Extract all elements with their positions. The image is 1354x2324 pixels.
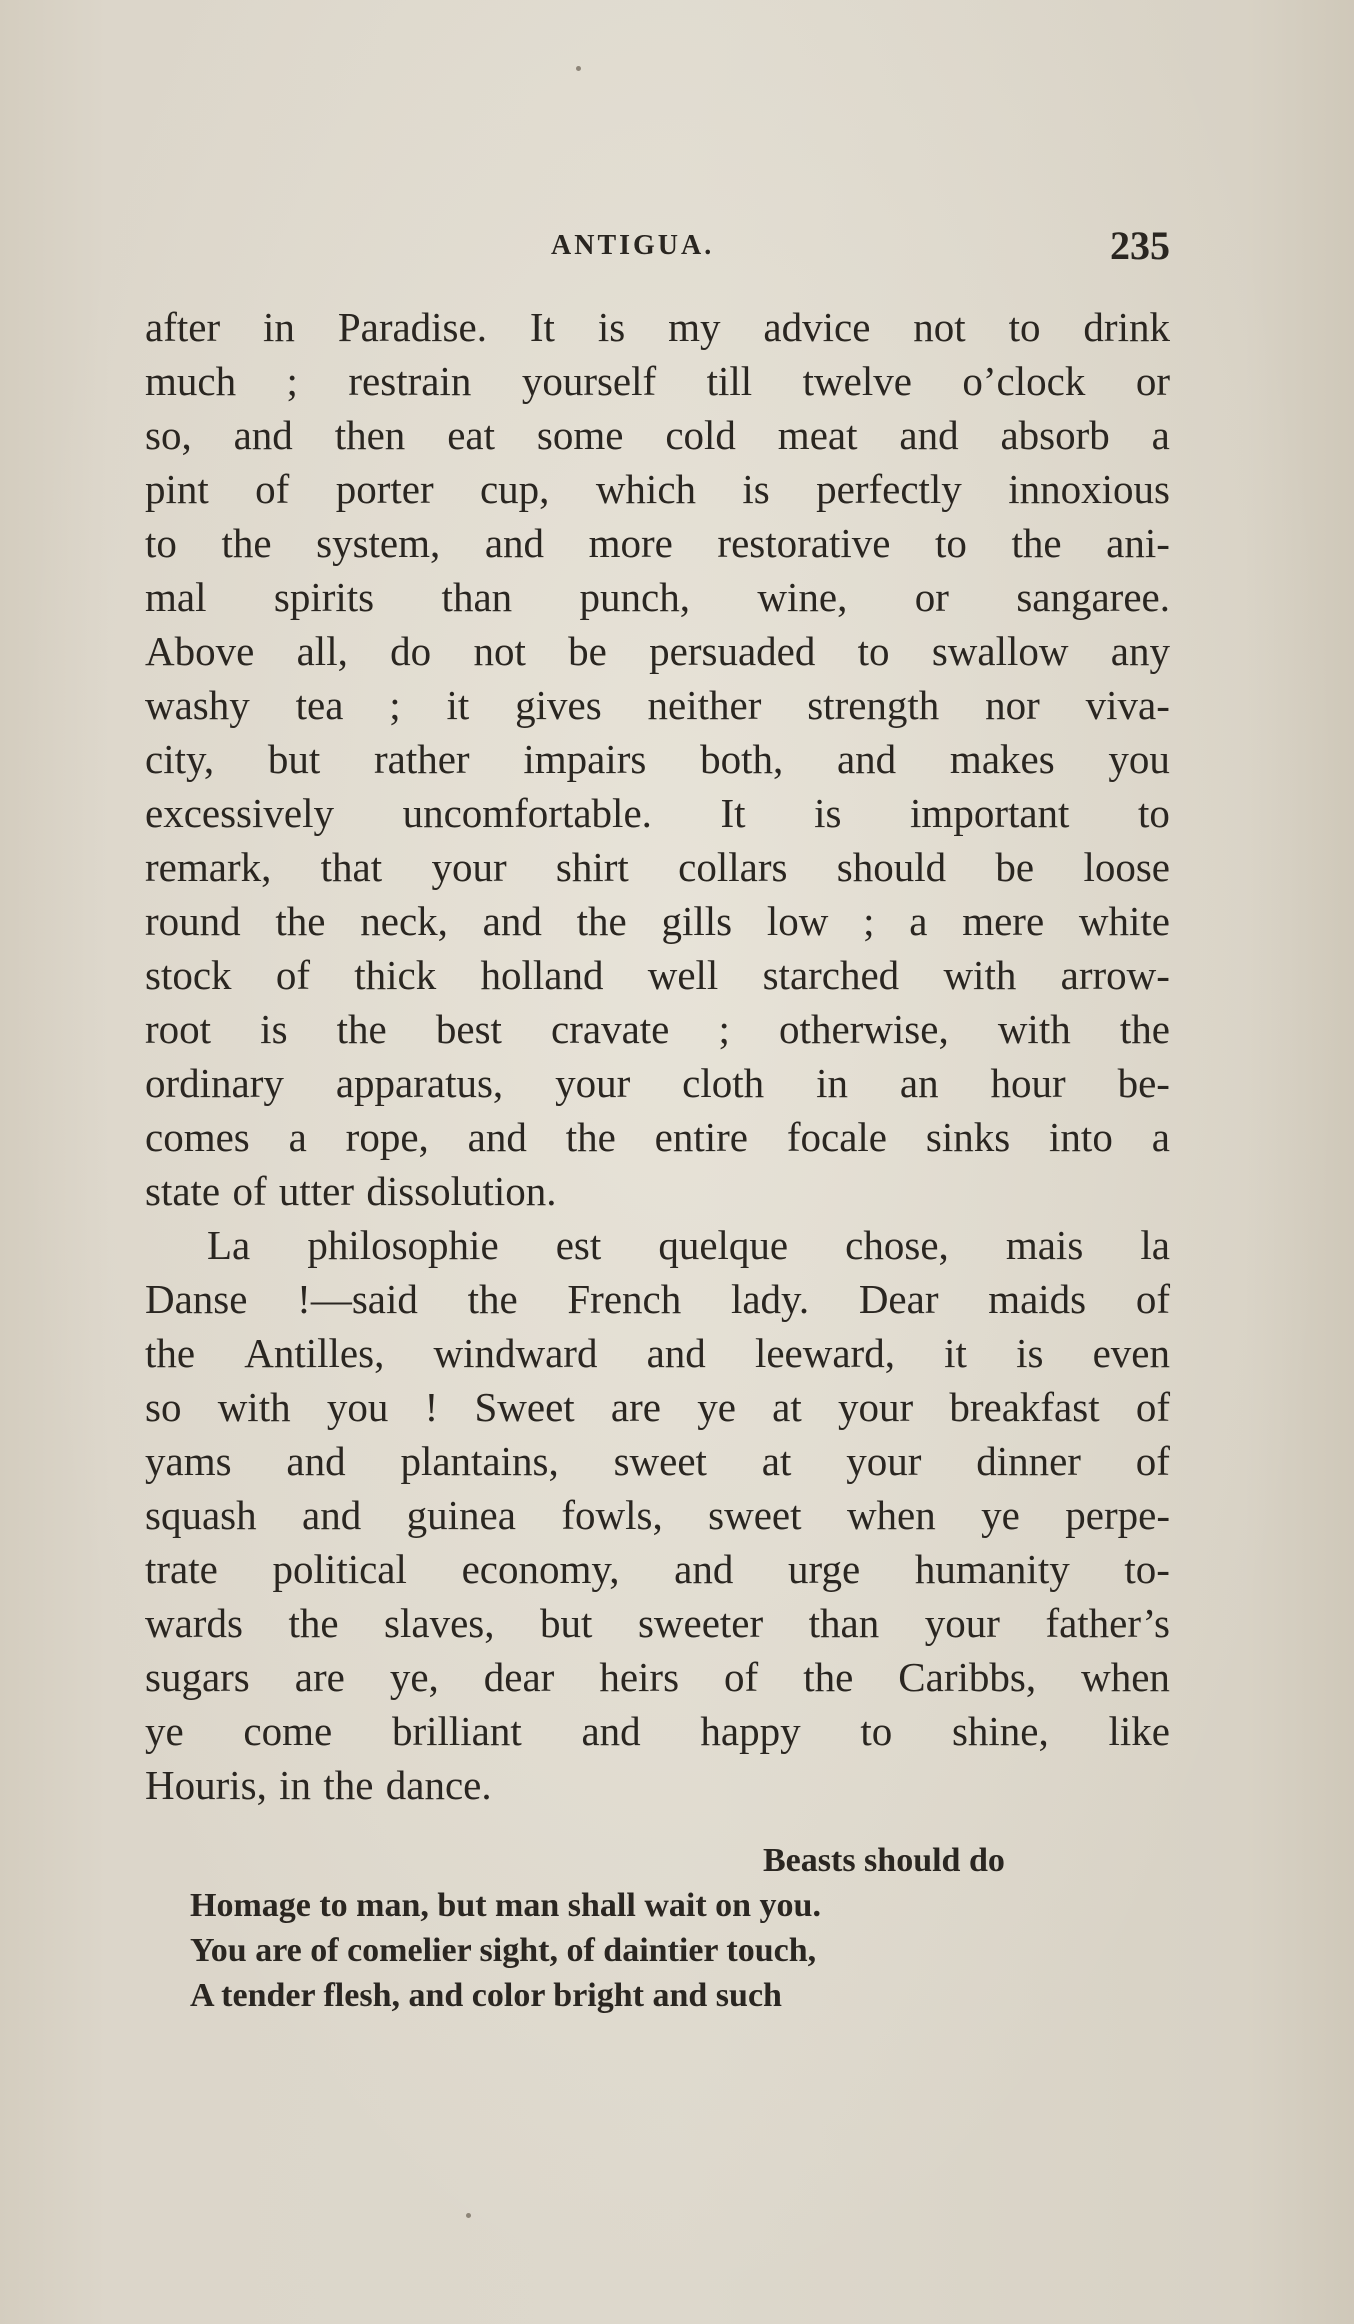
word: twelve xyxy=(802,358,912,404)
word: and xyxy=(646,1330,706,1376)
text-line xyxy=(145,1164,1170,1218)
word: so xyxy=(145,1384,182,1430)
word: heirs xyxy=(599,1654,680,1700)
word: the xyxy=(323,1762,374,1808)
word: to xyxy=(1008,304,1041,350)
verse-line: Homage to man, but man shall wait on you. xyxy=(190,1887,821,1924)
word: much xyxy=(145,358,237,404)
word: system, xyxy=(316,520,441,566)
word: strength xyxy=(807,682,940,728)
word: ; xyxy=(389,682,401,728)
word: restrain xyxy=(348,358,472,404)
word: your xyxy=(431,844,507,890)
word: not xyxy=(473,628,526,674)
word: city, xyxy=(145,736,215,782)
text-line xyxy=(145,1218,1170,1272)
word: ani- xyxy=(1106,520,1170,566)
word: when xyxy=(846,1492,936,1538)
word: loose xyxy=(1083,844,1170,890)
paragraph-1 xyxy=(145,300,1170,1218)
word: and xyxy=(581,1708,641,1754)
word: to xyxy=(935,520,967,566)
word: neck, xyxy=(360,898,448,944)
word: ye xyxy=(145,1708,184,1754)
word: wards xyxy=(145,1600,243,1646)
text-line xyxy=(145,1704,1170,1758)
word: comes xyxy=(145,1114,250,1160)
text-line xyxy=(145,1380,1170,1434)
word: it xyxy=(446,682,470,728)
word: the xyxy=(576,898,627,944)
word: then xyxy=(334,412,406,458)
word: be xyxy=(995,844,1035,890)
word: and xyxy=(482,898,542,944)
word: Houris, xyxy=(145,1762,267,1808)
word: squash xyxy=(145,1492,257,1538)
word: leeward, xyxy=(754,1330,895,1376)
text-line xyxy=(145,1434,1170,1488)
word: shine, xyxy=(951,1708,1049,1754)
word: you xyxy=(326,1384,389,1430)
word: guinea xyxy=(406,1492,516,1538)
word: to xyxy=(145,520,177,566)
word: do xyxy=(390,628,432,674)
word: which xyxy=(595,466,697,512)
verse-line: You are of comelier sight, of daintier touch, xyxy=(190,1932,817,1969)
word: ; xyxy=(286,358,298,404)
word: wine, xyxy=(757,574,848,620)
word: any xyxy=(1110,628,1170,674)
word: the xyxy=(803,1654,854,1700)
word: are xyxy=(294,1654,345,1700)
word: tea xyxy=(295,682,344,728)
word: a xyxy=(1151,412,1170,458)
word: meat xyxy=(777,412,858,458)
word: your xyxy=(924,1600,1000,1646)
paper-speck xyxy=(466,2213,471,2218)
word: impairs xyxy=(523,736,647,782)
word: be- xyxy=(1117,1060,1170,1106)
word: or xyxy=(914,574,949,620)
word: of xyxy=(275,952,310,998)
word: cravate xyxy=(551,1006,670,1052)
text-line xyxy=(145,894,1170,948)
word: so, xyxy=(145,412,192,458)
word: and xyxy=(899,412,959,458)
word: It xyxy=(529,304,555,350)
word: sinks xyxy=(925,1114,1011,1160)
word: and xyxy=(467,1114,527,1160)
word: sweeter xyxy=(637,1600,764,1646)
word: pint xyxy=(145,466,209,512)
word: be xyxy=(568,628,607,674)
page-header xyxy=(145,222,1170,272)
word: is xyxy=(597,304,626,350)
word: breakfast xyxy=(949,1384,1100,1430)
word: stock xyxy=(145,952,232,998)
word: round xyxy=(145,898,241,944)
word: nor xyxy=(985,682,1040,728)
word: root xyxy=(145,1006,212,1052)
word: rather xyxy=(373,736,470,782)
word: the xyxy=(565,1114,616,1160)
word: collars xyxy=(678,844,788,890)
word: important xyxy=(910,790,1070,836)
word: some xyxy=(536,412,624,458)
word: holland xyxy=(480,952,604,998)
word: ye xyxy=(697,1384,736,1430)
text-line xyxy=(145,1272,1170,1326)
paragraph-2 xyxy=(145,1218,1170,1812)
word: dear xyxy=(483,1654,555,1700)
text-line xyxy=(145,1596,1170,1650)
word: windward xyxy=(433,1330,598,1376)
word: to xyxy=(860,1708,893,1754)
word: into xyxy=(1049,1114,1113,1160)
word: sweet xyxy=(613,1438,707,1484)
word: excessively xyxy=(145,790,334,836)
word: are xyxy=(610,1384,661,1430)
text-line xyxy=(145,948,1170,1002)
word: perpe- xyxy=(1065,1492,1170,1538)
word: after xyxy=(145,304,221,350)
word: an xyxy=(899,1060,939,1106)
body-text xyxy=(145,300,1170,1812)
word: yourself xyxy=(521,358,657,404)
text-line xyxy=(145,1542,1170,1596)
word: It xyxy=(720,790,746,836)
text-line xyxy=(145,624,1170,678)
word: entire xyxy=(654,1114,748,1160)
word: is xyxy=(260,1006,288,1052)
word: in xyxy=(263,304,295,350)
word: your xyxy=(555,1060,631,1106)
text-line xyxy=(145,1326,1170,1380)
word: dance. xyxy=(385,1762,492,1808)
word: La xyxy=(207,1222,251,1268)
word: mal xyxy=(145,574,207,620)
page-number: 235 xyxy=(1110,223,1170,268)
word: economy, xyxy=(461,1546,620,1592)
word: at xyxy=(761,1438,792,1484)
word: focale xyxy=(786,1114,887,1160)
word: advice xyxy=(763,304,871,350)
word: otherwise, xyxy=(779,1006,949,1052)
word: gills xyxy=(661,898,733,944)
word: gives xyxy=(515,682,602,728)
word: plantains, xyxy=(400,1438,559,1484)
word: mais xyxy=(1005,1222,1084,1268)
word: la xyxy=(1140,1222,1170,1268)
word: viva- xyxy=(1085,682,1170,728)
text-line xyxy=(145,678,1170,732)
word: dissolution. xyxy=(366,1168,557,1214)
word: with xyxy=(943,952,1017,998)
word: shirt xyxy=(555,844,629,890)
word: quelque xyxy=(658,1222,789,1268)
word: or xyxy=(1135,358,1170,404)
word: Caribbs, xyxy=(898,1654,1037,1700)
word: and xyxy=(674,1546,734,1592)
word: the xyxy=(275,898,326,944)
word: even xyxy=(1092,1330,1170,1376)
word: and xyxy=(302,1492,362,1538)
text-line xyxy=(145,1758,1170,1812)
word: ye, xyxy=(389,1654,439,1700)
word: but xyxy=(267,736,321,782)
word: apparatus, xyxy=(335,1060,504,1106)
word: that xyxy=(320,844,383,890)
text-line xyxy=(145,1110,1170,1164)
word: Dear xyxy=(858,1276,939,1322)
word: low xyxy=(766,898,829,944)
verse-quotation xyxy=(190,1838,1090,2018)
word: sangaree. xyxy=(1016,574,1170,620)
paper-speck xyxy=(576,66,581,71)
word: spirits xyxy=(273,574,375,620)
word: chose, xyxy=(845,1222,949,1268)
word: and xyxy=(286,1438,346,1484)
word: is xyxy=(742,466,770,512)
word: both, xyxy=(700,736,784,782)
text-line xyxy=(145,354,1170,408)
word: drink xyxy=(1083,304,1170,350)
word: of xyxy=(232,1168,267,1214)
word: the xyxy=(1119,1006,1170,1052)
word: and xyxy=(836,736,897,782)
text-line xyxy=(145,786,1170,840)
word: father’s xyxy=(1045,1600,1170,1646)
word: not xyxy=(913,304,966,350)
word: Danse xyxy=(145,1276,248,1322)
word: than xyxy=(441,574,513,620)
word: than xyxy=(808,1600,880,1646)
word: of xyxy=(724,1654,759,1700)
running-head: ANTIGUA. xyxy=(551,230,715,261)
word: should xyxy=(836,844,947,890)
word: is xyxy=(1016,1330,1044,1376)
word: till xyxy=(706,358,753,404)
word: lady. xyxy=(730,1276,810,1322)
word: ordinary xyxy=(145,1060,284,1106)
word: state xyxy=(145,1168,221,1214)
word: restorative xyxy=(717,520,891,566)
word: porter xyxy=(335,466,434,512)
word: swallow xyxy=(931,628,1069,674)
word: of xyxy=(1135,1276,1170,1322)
word: philosophie xyxy=(307,1222,499,1268)
word: your xyxy=(846,1438,922,1484)
word: all, xyxy=(296,628,348,674)
word: French xyxy=(567,1276,682,1322)
word: your xyxy=(837,1384,914,1430)
word: humanity xyxy=(914,1546,1070,1592)
word: of xyxy=(1135,1384,1170,1430)
word: sugars xyxy=(145,1654,250,1700)
word: o’clock xyxy=(962,358,1086,404)
word: the xyxy=(288,1600,339,1646)
word: the xyxy=(467,1276,518,1322)
word: a xyxy=(909,898,928,944)
word: with xyxy=(997,1006,1071,1052)
word: at xyxy=(772,1384,802,1430)
word: the xyxy=(145,1330,196,1376)
word: ye xyxy=(981,1492,1020,1538)
text-line xyxy=(145,840,1170,894)
word: more xyxy=(588,520,673,566)
text-line xyxy=(145,732,1170,786)
text-line xyxy=(145,1488,1170,1542)
word: best xyxy=(435,1006,502,1052)
word: you xyxy=(1108,736,1170,782)
text-line xyxy=(145,408,1170,462)
word: urge xyxy=(788,1546,861,1592)
word: but xyxy=(540,1600,593,1646)
word: innoxious xyxy=(1008,466,1170,512)
word: cup, xyxy=(479,466,550,512)
word: Paradise. xyxy=(337,304,487,350)
word: makes xyxy=(949,736,1055,782)
word: sweet xyxy=(708,1492,802,1538)
word: ; xyxy=(718,1006,730,1052)
word: the xyxy=(221,520,272,566)
word: punch, xyxy=(579,574,690,620)
word: ! xyxy=(424,1384,439,1430)
word: to xyxy=(857,628,890,674)
word: the xyxy=(336,1006,387,1052)
word: well xyxy=(647,952,719,998)
text-line xyxy=(145,570,1170,624)
word: eat xyxy=(447,412,495,458)
text-line xyxy=(145,516,1170,570)
word: persuaded xyxy=(649,628,816,674)
word: a xyxy=(1151,1114,1170,1160)
word: hour xyxy=(990,1060,1066,1106)
text-line xyxy=(145,1650,1170,1704)
word: maids xyxy=(988,1276,1087,1322)
word: arrow- xyxy=(1060,952,1170,998)
word: cloth xyxy=(682,1060,765,1106)
text-line xyxy=(145,462,1170,516)
word: happy xyxy=(700,1708,801,1754)
word: absorb xyxy=(1000,412,1110,458)
word: with xyxy=(217,1384,291,1430)
word: remark, xyxy=(145,844,272,890)
word: dinner xyxy=(976,1438,1081,1484)
word: starched xyxy=(762,952,900,998)
word: neither xyxy=(647,682,762,728)
text-line xyxy=(145,1002,1170,1056)
text-line xyxy=(145,300,1170,354)
word: Sweet xyxy=(474,1384,575,1430)
word: est xyxy=(555,1222,602,1268)
word: come xyxy=(243,1708,333,1754)
word: thick xyxy=(354,952,437,998)
word: when xyxy=(1081,1654,1170,1700)
word: ; xyxy=(863,898,875,944)
word: of xyxy=(255,466,290,512)
word: is xyxy=(814,790,842,836)
word: perfectly xyxy=(816,466,962,512)
word: in xyxy=(279,1762,312,1808)
word: Antilles, xyxy=(244,1330,385,1376)
word: brilliant xyxy=(391,1708,522,1754)
word: my xyxy=(668,304,721,350)
word: and xyxy=(484,520,545,566)
word: slaves, xyxy=(384,1600,495,1646)
word: it xyxy=(944,1330,967,1376)
word: washy xyxy=(145,682,250,728)
word: to xyxy=(1138,790,1170,836)
word: mere xyxy=(962,898,1045,944)
word: of xyxy=(1135,1438,1170,1484)
word: cold xyxy=(665,412,736,458)
word: uncomfortable. xyxy=(402,790,652,836)
verse-line: Beasts should do xyxy=(763,1842,1005,1879)
word: Above xyxy=(145,628,255,674)
word: to- xyxy=(1124,1546,1170,1592)
word: the xyxy=(1011,520,1062,566)
text-line xyxy=(145,1056,1170,1110)
word: !—said xyxy=(297,1276,418,1322)
word: fowls, xyxy=(561,1492,663,1538)
word: political xyxy=(272,1546,407,1592)
verse-line: A tender flesh, and color bright and such xyxy=(190,1977,782,2014)
word: a xyxy=(288,1114,307,1160)
word: white xyxy=(1078,898,1170,944)
word: in xyxy=(816,1060,848,1106)
word: utter xyxy=(278,1168,355,1214)
word: trate xyxy=(145,1546,218,1592)
word: and xyxy=(233,412,293,458)
word: yams xyxy=(145,1438,232,1484)
word: rope, xyxy=(345,1114,429,1160)
word: like xyxy=(1108,1708,1170,1754)
